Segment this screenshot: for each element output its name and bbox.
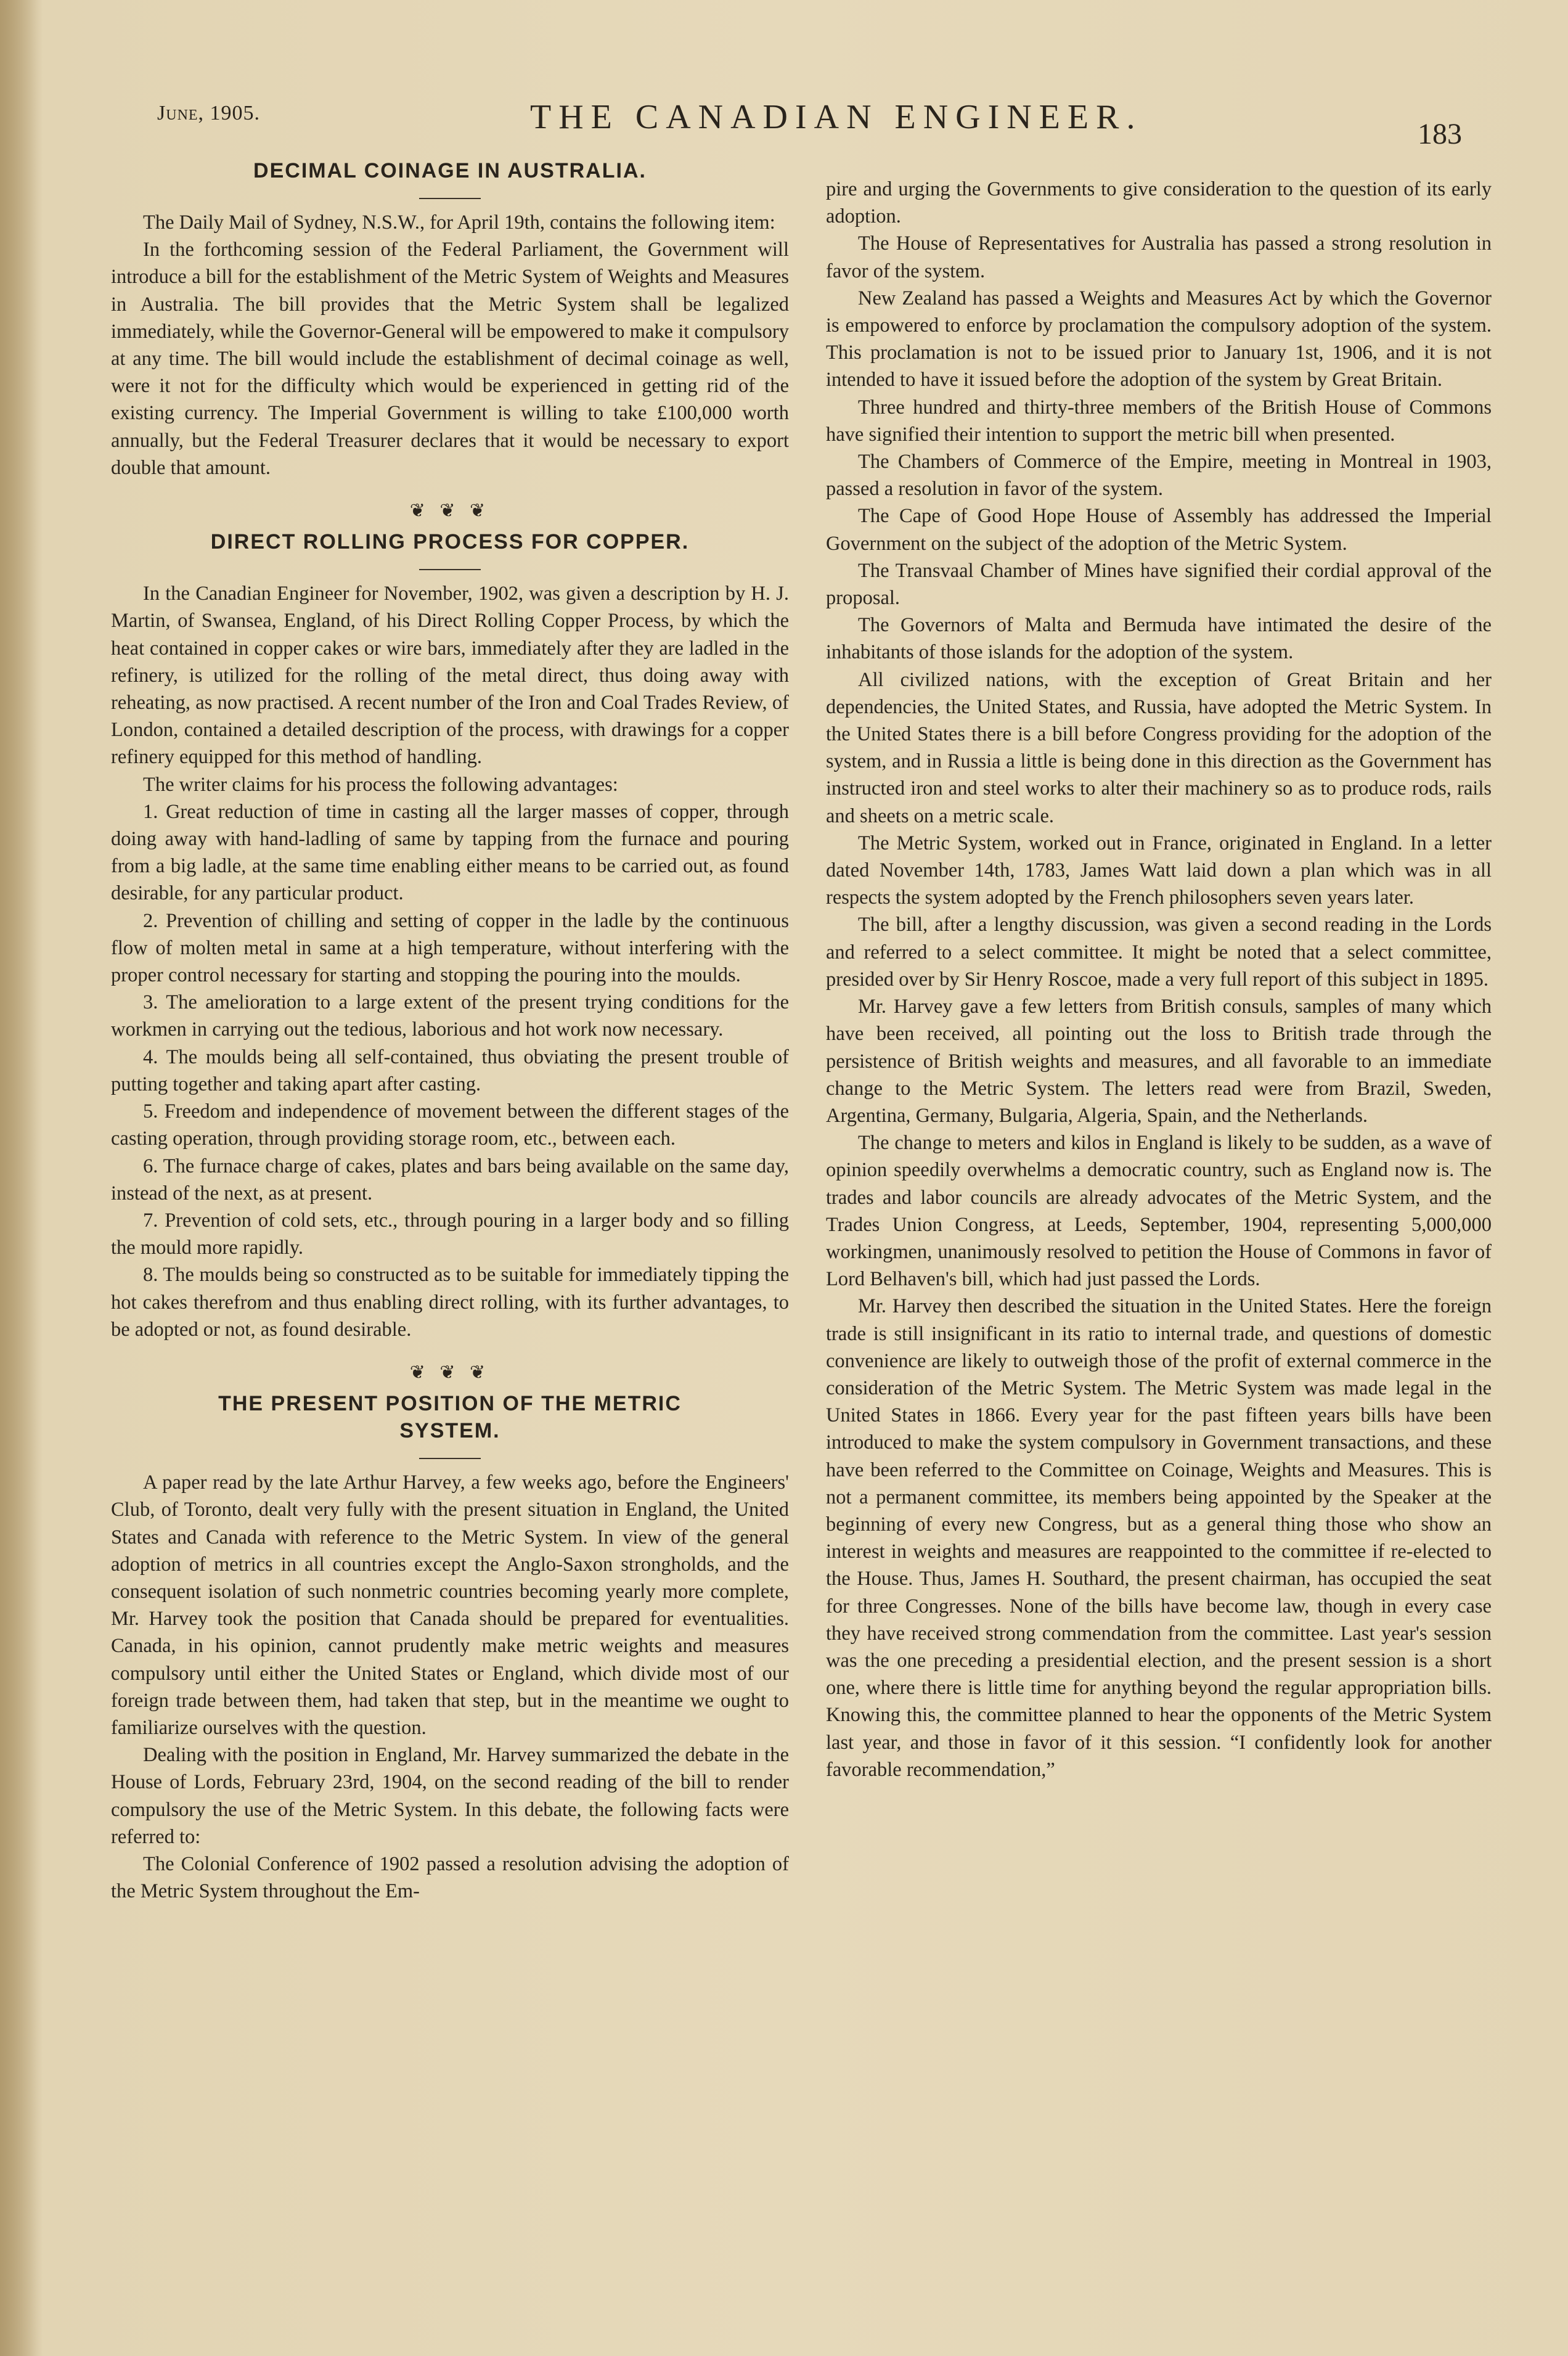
paragraph: The Transvaal Chamber of Mines have signified their cordial approval of the proposal. (826, 559, 1492, 610)
list-item: 7. Prevention of cold sets, etc., through pouring in a larger body and so filling the mould more rapidly. (111, 1209, 789, 1259)
list-item: 4. The moulds being all self-contained, thus obviating the present trouble of putting together and taking apart after casting. (111, 1045, 789, 1095)
paragraph: The Metric System, worked out in France, originated in England. In a letter dated November 14th, 1783, James Watt laid down a plan which was in all respects the system adopted by the French philosophers seven years later. (826, 832, 1492, 909)
paragraph: The bill, after a lengthy discussion, was given a second reading in the Lords and referred to a select committee. It might be noted that a select committee, presided over by Sir Henry Roscoe, made a very full report of this subject in 1895. (826, 914, 1492, 991)
paragraph: New Zealand has passed a Weights and Measures Act by which the Governor is empowered to enforce by proclamation the compulsory adoption of the system. This proclamation is not to be issued prior to January 1st, 1906, and it is not intended to have it issued before the adoption of the system by Great Britain. (826, 287, 1492, 391)
paragraph: The writer claims for his process the following advantages: (143, 773, 618, 796)
paragraph: Three hundred and thirty-three members of the British House of Commons have signified their intention to support the metric bill when presented. (826, 396, 1492, 446)
paragraph: In the Canadian Engineer for November, 1902, was given a description by H. J. Martin, of Swansea, England, of his Direct Rolling Copper Process, by which the heat contained in copper cakes or wire bars, immediately after they are ladled in the refinery, is utilized for the rolling of the metal direct, thus doing away with reheating, as now practised. A recent number of the Iron and Coal Trades Review, of London, contained a detailed description of the process, with drawings for a copper refinery equipped for this method of handling. (111, 583, 789, 769)
section-ornament: ❦ ❦ ❦ (409, 1362, 491, 1383)
paragraph: The Chambers of Commerce of the Empire, meeting in Montreal in 1903, passed a resolution in favor of the system. (826, 451, 1492, 501)
title-rule (419, 569, 481, 570)
paragraph: The House of Representatives for Australia has passed a strong resolution in favor of the system. (826, 232, 1492, 282)
binding-gutter (0, 0, 43, 2356)
title-rule (419, 198, 481, 199)
title-line: THE PRESENT POSITION OF THE METRIC (218, 1392, 682, 1416)
title-rule (419, 1458, 481, 1459)
list-item: 3. The amelioration to a large extent of the present trying conditions for the workmen in carrying out the tedious, laborious and hot work now necessary. (111, 991, 789, 1041)
list-item: 1. Great reduction of time in casting all the larger masses of copper, through doing away with hand-ladling of same by tapping from the furnace and pouring from a big ladle, at the same time enabling either means to be carried out, as found desirable, for any particular product. (111, 800, 789, 905)
title-line: SYSTEM. (399, 1419, 500, 1443)
article-title-copper: DIRECT ROLLING PROCESS FOR COPPER. (210, 530, 690, 554)
paragraph: The Daily Mail of Sydney, N.S.W., for April 19th, contains the following item: (143, 211, 775, 234)
paragraph: Dealing with the position in England, Mr. Harvey summarized the debate in the House of Lords, February 23rd, 1904, on the second reading of the bill to render compulsory the use of the Metric System. In this debate, the following facts were referred to: (111, 1744, 789, 1848)
left-column (111, 157, 789, 1905)
list-item: 8. The moulds being so constructed as to be suitable for immediately tipping the hot cakes therefrom and thus enabling direct rolling, with its further advantages, to be adopted or not, as found desirable. (111, 1264, 789, 1341)
paragraph: Mr. Harvey gave a few letters from British consuls, samples of many which have been received, all pointing out the loss to British trade through the persistence of British weights and measures, and all favorable to an immediate change to the Metric System. The letters read were from Brazil, Sweden, Argentina, Germany, Bulgaria, Algeria, Spain, and the Netherlands. (826, 996, 1492, 1127)
right-column (826, 176, 1492, 1783)
paragraph: The Colonial Conference of 1902 passed a resolution advising the adoption of the Metric System throughout the Em- (111, 1852, 789, 1903)
paragraph: The Cape of Good Hope House of Assembly has addressed the Imperial Government on the subject of the adoption of the Metric System. (826, 505, 1492, 555)
paragraph: All civilized nations, with the exception of Great Britain and her dependencies, the United States, and Russia, have adopted the Metric System. In the United States there is a bill before Congress providing for the adoption of the system, and in Russia a little is being done in this direction as the Government has instructed iron and steel works to alter their machinery so as to produce rods, rails and sheets on a metric scale. (826, 668, 1492, 827)
page-number: 183 (1418, 118, 1462, 150)
paragraph: The change to meters and kilos in England is likely to be sudden, as a wave of opinion speedily overwhelms a democratic country, such as England now is. The trades and labor councils are already advocates of the Metric System, and the Trades Union Congress, at Leeds, September, 1904, representing 5,000,000 workingmen, unanimously resolved to petition the House of Commons in favor of Lord Belhaven's bill, which had just passed the Lords. (826, 1132, 1492, 1291)
paragraph: A paper read by the late Arthur Harvey, a few weeks ago, before the Engineers' Club, of Toronto, dealt very fully with the present situation in England, the United States and Canada with reference to the Metric System. In view of the general adoption of metrics in all countries except the Anglo-Saxon strongholds, and the consequent isolation of such nonmetric countries becoming yearly more complete, Mr. Harvey took the position that Canada should be prepared for eventualities. Canada, in his opinion, cannot prudently make metric weights and measures compulsory until either the United States or England, which divide most of our foreign trade between them, had taken that step, but in the meantime we ought to familiarize ourselves with the question. (111, 1471, 789, 1739)
article-title-metric (111, 1390, 789, 1444)
article-title-coinage: DECIMAL COINAGE IN AUSTRALIA. (253, 159, 647, 182)
list-item: 2. Prevention of chilling and setting of copper in the ladle by the continuous flow of molten metal in same at a high temperature, without interfering with the proper control necessary for starting and stopping the pouring into the moulds. (111, 909, 789, 987)
section-ornament: ❦ ❦ ❦ (409, 501, 491, 522)
list-item: 5. Freedom and independence of movement between the different stages of the casting operation, through providing storage room, etc., between each. (111, 1100, 789, 1150)
paragraph: In the forthcoming session of the Federal Parliament, the Government will introduce a bill for the establishment of the Metric System of Weights and Measures in Australia. The bill provides that the Metric System shall be legalized immediately, while the Governor-General will be empowered to make it compulsory at any time. The bill would include the establishment of decimal coinage as well, were it not for the difficulty which would be experienced in getting rid of the existing currency. The Imperial Government is willing to take £100,000 worth annually, but the Federal Treasurer declares that it would be necessary to export double that amount. (111, 239, 789, 479)
paragraph: The Governors of Malta and Bermuda have intimated the desire of the inhabitants of those islands for the adoption of the system. (826, 614, 1492, 664)
paragraph-continuation: pire and urging the Governments to give consideration to the question of its early adoption. (826, 178, 1492, 228)
journal-title: THE CANADIAN ENGINEER. (530, 98, 1143, 136)
paragraph: Mr. Harvey then described the situation in the United States. Here the foreign trade is still insignificant in its ratio to internal trade, and questions of domestic convenience are likely to outweigh those of the profit of external commerce in the consideration of the Metric System. The Metric System was made legal in the United States in 1866. Every year for the past fifteen years bills have been introduced to make the system compulsory in Government transactions, and these have been referred to the Committee on Coinage, Weights and Measures. This is not a permanent committee, its members being appointed by the Speaker at the beginning of every new Congress, but as a general thing those who show an interest in weights and measures are reappointed to the committee if re-elected to the House. Thus, James H. Southard, the present chairman, has occupied the seat for three Congresses. None of the bills have become law, though in every case they have received strong commendation from the committee. Last year's session was the one preceding a presidential election, and the present session is a short one, where there is little time for anything beyond the regular appropriation bills. Knowing this, the committee planned to hear the opponents of the Metric System last year, and those in favor of it this session. “I confidently look for another favorable recommendation,” (826, 1295, 1492, 1781)
issue-date: June, 1905. (157, 102, 261, 125)
list-item: 6. The furnace charge of cakes, plates and bars being available on the same day, instead of the next, as at present. (111, 1155, 789, 1205)
